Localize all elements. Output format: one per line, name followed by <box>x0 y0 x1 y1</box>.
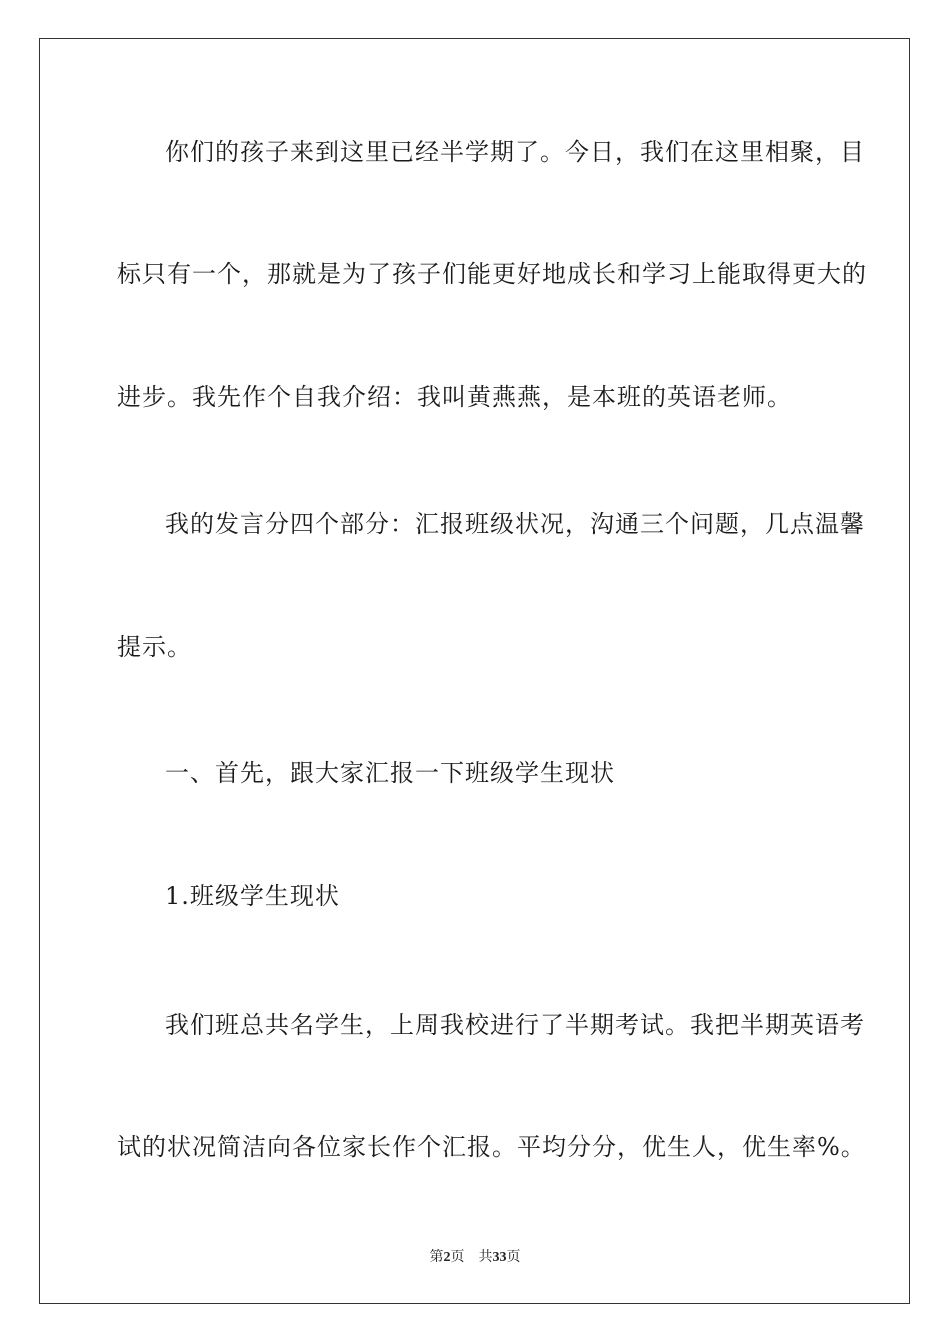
page-footer <box>0 1246 950 1266</box>
paragraph-3-line-1: 我们班总共名学生，上周我校进行了半期考试。我把半期英语考 <box>165 1011 865 1039</box>
footer-total-pages: 33 <box>492 1250 507 1265</box>
paragraph-1-line-2: 标只有一个，那就是为了孩子们能更好地成长和学习上能取得更大的 <box>117 260 867 288</box>
page-frame <box>39 38 910 1304</box>
paragraph-1-line-1: 你们的孩子来到这里已经半学期了。今日，我们在这里相聚，目 <box>165 138 865 166</box>
footer-total-suffix: 页 <box>506 1249 521 1265</box>
section-heading: 一、首先，跟大家汇报一下班级学生现状 <box>165 759 615 787</box>
paragraph-2-line-1: 我的发言分四个部分：汇报班级状况，沟通三个问题，几点温馨 <box>165 510 865 538</box>
footer-page-number: 2 <box>443 1250 451 1265</box>
paragraph-1-line-3: 进步。我先作个自我介绍：我叫黄燕燕，是本班的英语老师。 <box>117 383 792 411</box>
sub-heading: 1.班级学生现状 <box>165 882 340 910</box>
footer-page-prefix: 第 <box>429 1249 444 1265</box>
paragraph-2-line-2: 提示。 <box>117 633 192 661</box>
footer-total-prefix: 共 <box>478 1249 493 1265</box>
paragraph-3-line-2: 试的状况简洁向各位家长作个汇报。平均分分，优生人，优生率%。 <box>117 1133 866 1161</box>
footer-page-suffix: 页 <box>450 1249 465 1265</box>
